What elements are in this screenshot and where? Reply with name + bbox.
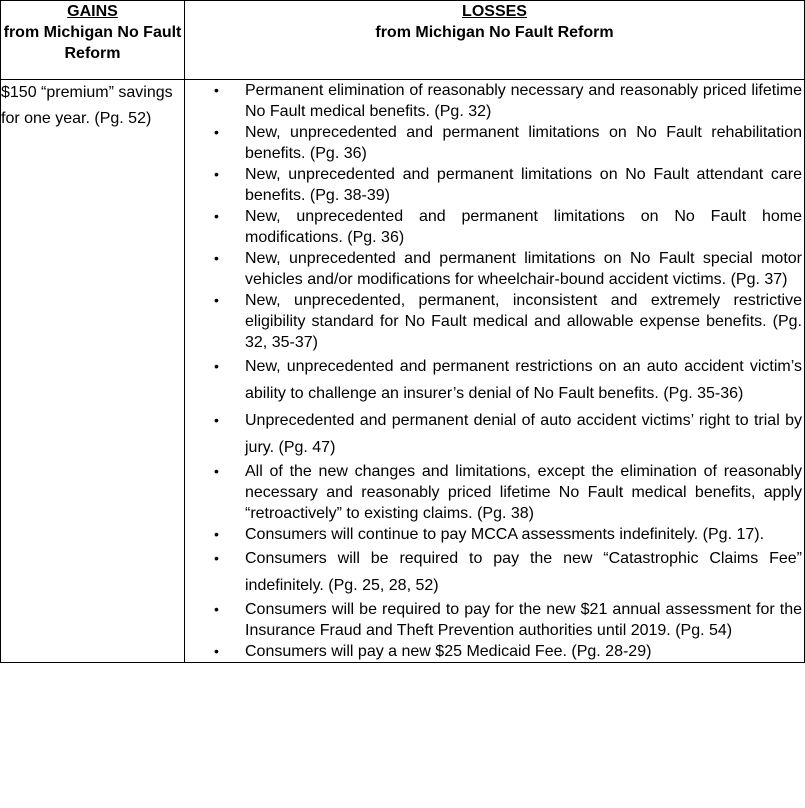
bullet-icon: •: [214, 292, 219, 308]
list-item-text: Consumers will continue to pay MCCA assessments indefinitely. (Pg. 17).: [245, 526, 765, 543]
bullet-icon: •: [214, 601, 219, 617]
bullet-icon: •: [214, 526, 219, 542]
bullet-icon: •: [214, 124, 219, 140]
list-item-text: Permanent elimination of reasonably necessary and reasonably priced lifetime No Fault medical benefits. (Pg. 32): [245, 82, 802, 120]
losses-header: [185, 1, 805, 80]
bullet-icon: •: [214, 412, 219, 428]
list-item-text: New, unprecedented and permanent limitations on No Fault attendant care benefits. (Pg. 38-39): [245, 166, 802, 204]
list-item-text: New, unprecedented and permanent limitations on No Fault special motor vehicles and/or modifications for wheelchair-bound accident victims. (Pg. 37): [245, 250, 802, 288]
losses-header-subtitle: from Michigan No Fault Reform: [375, 24, 614, 41]
header-row: [1, 1, 805, 80]
list-item: [185, 461, 804, 524]
list-item: [185, 290, 804, 353]
list-item-text: Consumers will be required to pay the new “Catastrophic Claims Fee” indefinitely. (Pg. 25, 28, 52): [245, 550, 802, 594]
list-item: [185, 545, 804, 599]
losses-header-title: LOSSES: [462, 3, 527, 20]
bullet-icon: •: [214, 250, 219, 266]
bullet-icon: •: [214, 208, 219, 224]
gains-text: $150 “premium” savings for one year. (Pg. 52): [1, 84, 173, 127]
bullet-icon: •: [214, 166, 219, 182]
bullet-icon: •: [214, 643, 219, 659]
list-item: [185, 641, 804, 662]
gains-header-title: GAINS: [67, 3, 118, 20]
bullet-icon: •: [214, 82, 219, 98]
list-item: [185, 524, 804, 545]
list-item: [185, 407, 804, 461]
content-row: [1, 80, 805, 663]
losses-cell: [185, 80, 805, 663]
list-item: [185, 164, 804, 206]
gains-header-subtitle: from Michigan No Fault Reform: [3, 24, 182, 62]
bullet-icon: •: [214, 358, 219, 374]
list-item-text: Consumers will pay a new $25 Medicaid Fee. (Pg. 28-29): [245, 643, 652, 660]
losses-list: [185, 80, 804, 662]
list-item-text: Consumers will be required to pay for the new $21 annual assessment for the Insurance Fraud and Theft Prevention authorities until 2019. (Pg. 54): [245, 601, 802, 639]
gains-cell: [1, 80, 185, 663]
list-item-text: Unprecedented and permanent denial of auto accident victims’ right to trial by jury. (Pg. 47): [245, 412, 802, 456]
list-item: [185, 353, 804, 407]
gains-header: [1, 1, 185, 80]
list-item: [185, 122, 804, 164]
list-item: [185, 80, 804, 122]
list-item-text: All of the new changes and limitations, except the elimination of reasonably necessary and reasonably priced lifetime No Fault medical benefits, apply “retroactively” to existing claims. (Pg. 38): [245, 463, 802, 522]
list-item-text: New, unprecedented, permanent, inconsistent and extremely restrictive eligibility standard for No Fault medical and allowable expense benefits. (Pg. 32, 35-37): [245, 292, 802, 351]
bullet-icon: •: [214, 550, 219, 566]
list-item-text: New, unprecedented and permanent limitations on No Fault rehabilitation benefits. (Pg. 36): [245, 124, 802, 162]
list-item: [185, 599, 804, 641]
list-item-text: New, unprecedented and permanent restrictions on an auto accident victim’s ability to challenge an insurer’s denial of No Fault benefits. (Pg. 35-36): [245, 358, 802, 402]
bullet-icon: •: [214, 463, 219, 479]
list-item-text: New, unprecedented and permanent limitations on No Fault home modifications. (Pg. 36): [245, 208, 802, 246]
list-item: [185, 206, 804, 248]
list-item: [185, 248, 804, 290]
